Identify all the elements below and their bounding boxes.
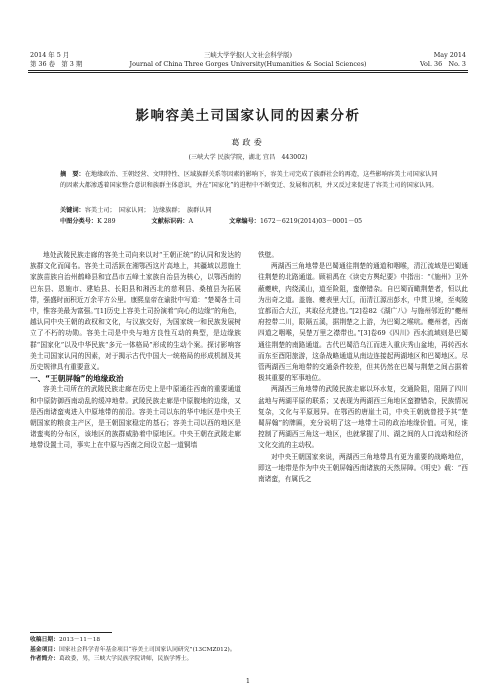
left-column bbox=[30, 250, 241, 452]
article-no-label: 文章编号： bbox=[229, 218, 260, 225]
abstract-text: 在地缘政治、王朝经营、文明特性、区域族群关系等因素的影响下，容美土司完成了族群社会的再造，这些影响容美土司国家认同的因素大都渗透着国家整合意识和族群主体意识，并在“国家化”的进程中不断变迁、发展和沉积，并又反过来促进了容美土司的国家认同。 bbox=[60, 171, 438, 189]
received-label: 收稿日期： bbox=[30, 637, 59, 643]
section-heading-1: 一、“王朝屏翰”的地缘政治 bbox=[30, 374, 124, 384]
classification-line bbox=[60, 216, 440, 225]
header-volume-en: Vol. 36 No. 3 bbox=[420, 60, 466, 68]
fund-line bbox=[30, 646, 236, 656]
left-paragraph-2: 容美土司所在的武陵民族走廊在历史上是中原通往西南的重要通道和中原防御西南动乱的缓冲地带。武陵民族走廊是中原腹地的边缘，又是西南诸蛮夷进入中原地带的前沿。容美土司以东的华中地区是中央王朝国家的粮食主产区，是王朝国家稳定的基石；容美土司以西的地区是诸蛮夷的分布区，该地区的族群威胁着中原地区。中央王朝在武陵走廊地带设置土司，事实上在中原与西南之间设立起一道铜墙 bbox=[30, 385, 241, 450]
article-title: 影响容美土司国家认同的因素分析 bbox=[135, 108, 361, 124]
author-info-label: 作者简介： bbox=[30, 656, 59, 663]
received-date: 2013－11－18 bbox=[59, 637, 101, 643]
right-paragraph-2: 两湖西三角地带是巴蜀通往荆楚的通道和咽喉，清江流域是巴蜀通往荆楚的北路通道。顾祖禹在《读史方舆纪要》中指出：“《施州》卫外蔽夔峡，内绕溪山，道至险阻，蛮僚错杂。自巴蜀而瞰荆楚者，恒以此为出奇之道。盖施、夔表里大江，而清江源出彭水，中贯卫境，至夷陵宜都而合大江，其取径尤捷也。”[2]卷82《湖广八》与施州邻近的“夔州府控带二川，限隔五溪，据荆楚之上游，为巴蜀之喉吭。夔州者，西南四道之咽喉，吴楚万里之襟带也。”[3]卷69《四川》西水流域则是巴蜀通往荆楚的南路通道。古代巴蜀沿乌江而进入重庆秀山盆地，再转西水而东至酉阳旅游，这条战略通道从南边连接起两湖地区和巴蜀地区。尽管两湖西三角地带的交通条件较差，但其仍然在巴蜀与荆楚之间占据着极其重要的军事地位。 bbox=[258, 262, 468, 383]
header-journal-en: Journal of China Three Gorges University(Humanities & Social Sciences) bbox=[129, 60, 367, 68]
article-no-value: 1672－6219(2014)03－0001－05 bbox=[260, 218, 363, 225]
header-date: 2014 年 5 月 bbox=[30, 51, 70, 59]
header-rule bbox=[28, 70, 468, 71]
right-paragraph-4: 对中央王朝国家来说，两湖西三角地带具有更为重要的战略地位，即这一地带是作为中央王朝屏翰西南诸族的天然屏障。《明史》载：“西南诸蛮，有属氏之 bbox=[258, 452, 468, 484]
author-info-text: 葛政委，男，三峡大学民族学院讲师，民族学博士。 bbox=[59, 656, 193, 663]
fund-text: 国家社会科学青年基金项目“容美土司国家认同研究”(13CMZ012)。 bbox=[59, 646, 236, 653]
clc-label: 中图分类号： bbox=[60, 218, 98, 225]
keywords-text: 容美土司； 国家认同； 边缘族群； 族群认同 bbox=[84, 207, 212, 214]
right-paragraph-1: 铁壁。 bbox=[258, 251, 279, 259]
fund-label: 基金项目： bbox=[30, 646, 59, 653]
footnote-rule bbox=[30, 632, 112, 633]
doc-code-label: 文献标识码： bbox=[151, 218, 189, 225]
left-paragraph-1: 地处武陵民族走廊的容美土司向来以对“王朝正统”的认同和发达的族群文化而闻名。容美土司活跃在湘鄂西这片高地上，其疆域以恩施土家族苗族自治州鹤峰县和宜昌市五峰土家族自治县为核心，以鄂西南的巴东县、恩施市、建始县、长阳县和湘西北的慈利县、桑植县为拓展带，强盛时面积近万余平方公里。康熙皇帝在谕批中写道：“楚蜀各土司中，惟容美最为富强。”[1]历史上容美土司扮演着“向心的边缘”的角色，越认同中央王朝的政权和文化，与汉族交好，为国家统一和民族发展树立了不朽的功勋。容美土司是中央与地方良性互动的典型，是边缘族群“国家化”以及中华民族“多元一体格局”形成的生动个案。探讨影响容美土司国家认同的因素，对于揭示古代中国大一统格局的形成机制及其历史规律具有重要意义。 bbox=[30, 251, 241, 372]
author-name: 葛政委 bbox=[231, 137, 265, 147]
header-journal-cn: 三峡大学学报(人文社会科学版) bbox=[203, 51, 293, 59]
abstract bbox=[60, 170, 440, 192]
header-rule-thin bbox=[28, 72, 468, 73]
clc-value: K 289 bbox=[97, 218, 116, 225]
author-info-line bbox=[30, 655, 236, 665]
footnotes bbox=[30, 636, 236, 665]
right-paragraph-3: 两湖西三角地带的武陵民族走廊以环水复，交通险阻，阻隔了四川盆地与两湖平原的联系；又表现为两湖西三角地区蛮獠错杂，民族情况复杂，文化与平原迥异。在鄂西的唐崖土司，中央王朝就曾授予其“楚蜀屏翰”的牌匾，充分说明了这一地带土司的政治地缘价值。可见，谁控制了两湖西三角这一地区，也就掌握了川、湖之间的人口流动和经济文化交流的主动权。 bbox=[258, 385, 468, 450]
right-column bbox=[258, 250, 468, 485]
abstract-label: 摘 要： bbox=[60, 171, 85, 178]
page-number: 1 bbox=[245, 677, 251, 685]
header-volume-cn: 第 36 卷 第 3 期 bbox=[30, 60, 83, 68]
received-line bbox=[30, 636, 236, 646]
header-date-en: May 2014 bbox=[433, 51, 466, 59]
keywords bbox=[60, 205, 212, 214]
author-affiliation: (三峡大学 民族学院，湖北 宜昌 443002) bbox=[188, 154, 308, 161]
keywords-label: 关键词： bbox=[60, 207, 85, 214]
doc-code-value: A bbox=[188, 218, 194, 225]
